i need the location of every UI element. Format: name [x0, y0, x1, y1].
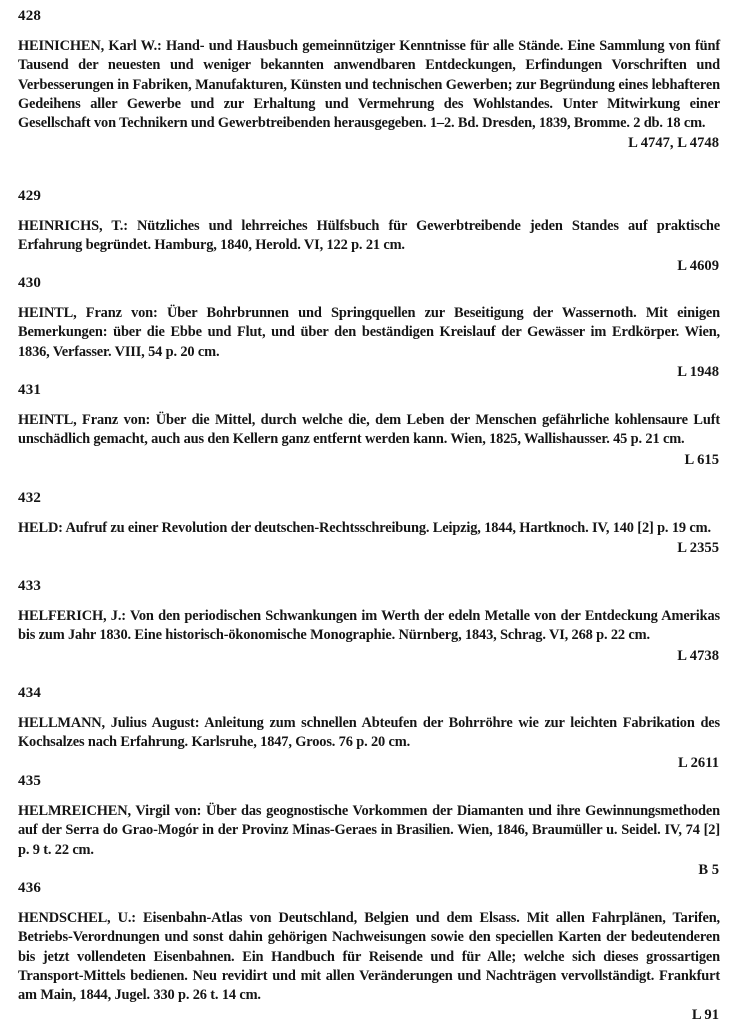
entry-call-number: L 91: [691, 1007, 719, 1024]
entry-number: 436: [18, 880, 42, 896]
catalog-entry-436: [18, 879, 720, 1024]
entry-description: HELD: Aufruf zu einer Revolution der deutschen-Rechtsschreibung. Leipzig, 1844, Hartknoch. IV, 140 [2] p. 19 cm.: [18, 520, 711, 536]
entry-call-number: L 4747, L 4748: [628, 135, 719, 152]
catalog-entry-435: [18, 772, 720, 879]
entry-description: HENDSCHEL, U.: Eisenbahn-Atlas von Deutschland, Belgien und dem Elsass. Mit allen Fahrplänen, Tarifen, Betriebs-Verordnungen und sonst dahin gehörigen Nachweisungen sowie den speciellen Karten der bedeutenderen bis jetzt vollendeten Eisenbahnen. Ein Handbuch für Reisende und für Alle; welche sich dieses grossartigen Transport-Mittels bedienen. Neu revidirt und mit allen Veränderungen und Nachträgen vervollständigt. Frankfurt am Main, 1844, Jugel. 330 p. 26 t. 14 cm.: [18, 910, 720, 1004]
entry-call-number: L 2611: [678, 754, 719, 771]
entry-number: 429: [18, 188, 42, 204]
entry-number: 430: [18, 275, 42, 291]
catalog-entry-428: [18, 7, 720, 152]
entry-call-number: L 2355: [677, 540, 719, 557]
entry-description: HELMREICHEN, Virgil von: Über das geognostische Vorkommen der Diamanten und ihre Gewinnungsmethoden auf der Serra do Grao-Mogór in der Provinz Minas-Geraes in Brasilien. Wien, 1846, Braumüller u. Seidel. IV, 74 [2] p. 9 t. 22 cm.: [18, 803, 720, 858]
entry-call-number: L 615: [684, 451, 719, 468]
entry-call-number: L 1948: [677, 363, 719, 380]
entry-call-number: B 5: [698, 861, 719, 878]
entry-description: HEINICHEN, Karl W.: Hand- und Hausbuch gemeinnütziger Kenntnisse für alle Stände. Eine Sammlung von fünf Tausend der neuesten und weniger bekannten anwendbaren Entdeckungen, Erfindungen Vorschriften und Verbesserungen in Fabriken, Manufakturen, Künsten und technischen Gewerben; zur Begründung eines lebhafteren Gedeihens aller Gewerbe und zur Erhaltung und Vermehrung des Wohlstandes. Unter Mitwirkung einer Gesellschaft von Technikern und Gewerbtreibenden herausgegeben. 1–2. Bd. Dresden, 1839, Bromme. 2 db. 18 cm.: [18, 38, 720, 132]
catalog-entry-430: [18, 274, 720, 381]
entry-number: 431: [18, 382, 42, 398]
entry-number: 428: [18, 8, 42, 24]
entry-number: 432: [18, 490, 42, 506]
catalog-entry-434: [18, 684, 720, 772]
entry-number: 433: [18, 578, 42, 594]
catalog-entry-432: [18, 489, 720, 557]
entry-description: HELFERICH, J.: Von den periodischen Schwankungen im Werth der edeln Metalle von der Entdeckung Amerikas bis zum Jahr 1830. Eine historisch-ökonomische Monographie. Nürnberg, 1843, Schrag. VI, 268 p. 22 cm.: [18, 608, 720, 644]
catalog-entry-429: [18, 187, 720, 275]
entry-description: HELLMANN, Julius August: Anleitung zum schnellen Abteufen der Bohrröhre wie zur leichten Fabrikation des Kochsalzes nach Erfahrung. Karlsruhe, 1847, Groos. 76 p. 20 cm.: [18, 715, 720, 751]
entry-number: 435: [18, 773, 42, 789]
entry-call-number: L 4738: [677, 647, 719, 664]
entry-description: HEINTL, Franz von: Über Bohrbrunnen und Springquellen zur Beseitigung der Wassernoth. Mit einigen Bemerkungen: über die Ebbe und Flut, und über den beständigen Kreislauf der Gewässer im Erdkörper. Wien, 1836, Verfasser. VIII, 54 p. 20 cm.: [18, 305, 720, 360]
entry-description: HEINRICHS, T.: Nützliches und lehrreiches Hülfsbuch für Gewerbtreibende jeden Standes auf praktische Erfahrung begründet. Hamburg, 1840, Herold. VI, 122 p. 21 cm.: [18, 218, 720, 254]
entry-description: HEINTL, Franz von: Über die Mittel, durch welche die, dem Leben der Menschen gefährliche kohlensaure Luft unschädlich gemacht, auch aus den Kellern ganz entfernt werden kann. Wien, 1825, Wallishausser. 45 p. 21 cm.: [18, 412, 720, 448]
catalog-entry-431: [18, 381, 720, 469]
catalog-entry-433: [18, 577, 720, 665]
entry-call-number: L 4609: [677, 257, 719, 274]
entry-number: 434: [18, 685, 42, 701]
